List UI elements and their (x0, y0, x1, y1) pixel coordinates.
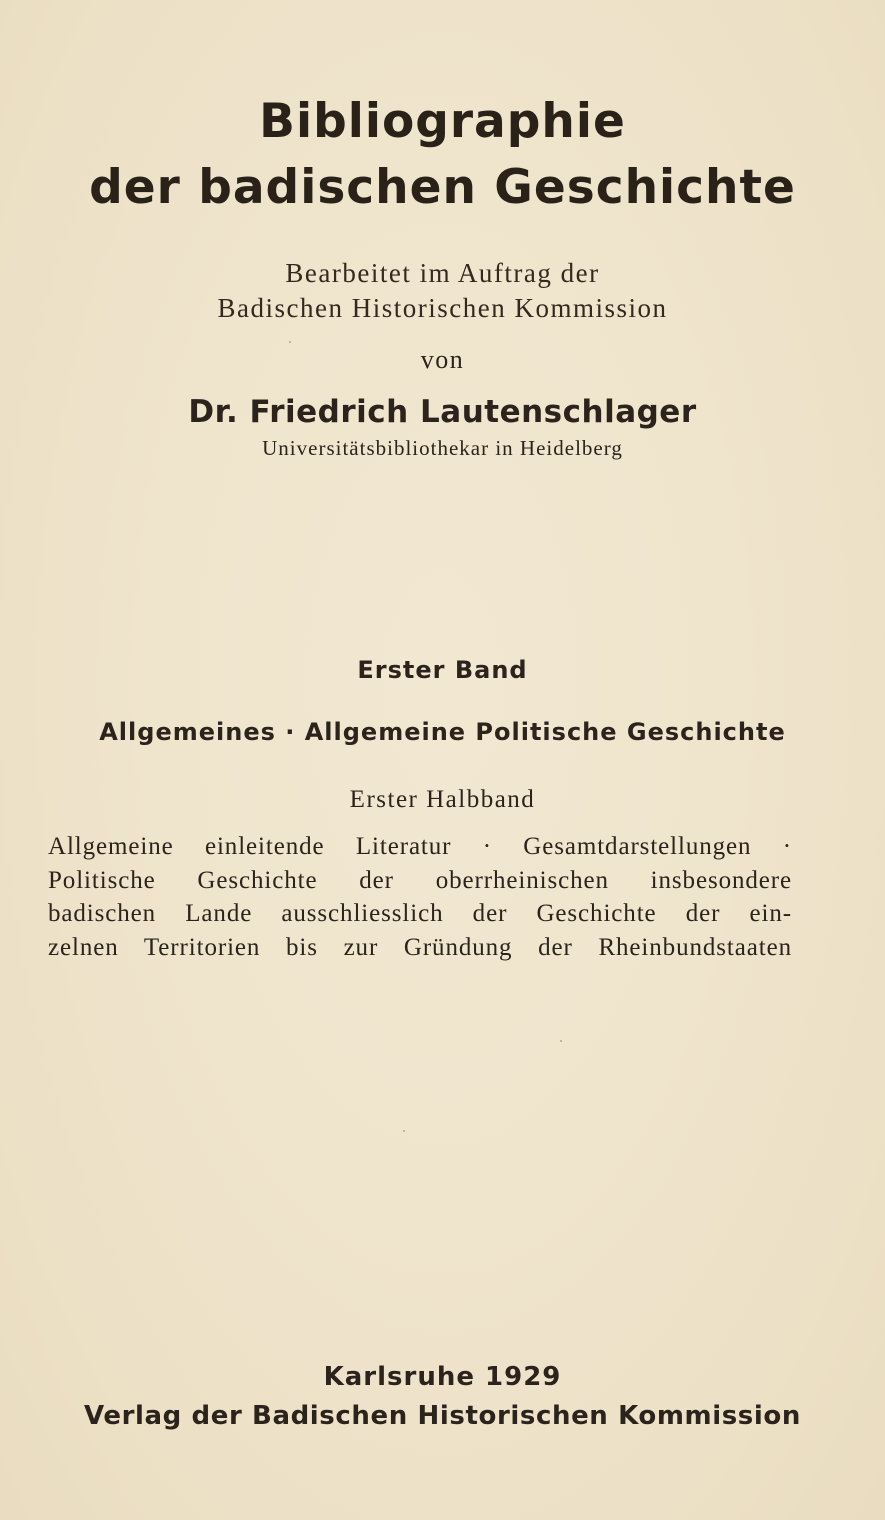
volume-description-line: zelnen Territorien bis zur Gründung der Rheinbundstaaten (48, 933, 792, 961)
subtitle-line-2: Badischen Historischen Kommission (217, 293, 668, 323)
subtitle-line-1: Bearbeitet im Auftrag der (285, 258, 600, 288)
volume-description-line: Allgemeine einleitende Literatur · Gesamtdarstellungen · (48, 833, 792, 860)
book-title-line-1: Bibliographie (259, 94, 626, 149)
volume-band: Erster Band (357, 656, 528, 684)
imprint-place-year: Karlsruhe 1929 (323, 1362, 562, 1392)
volume-description-line: Politische Geschichte der oberrheinischen insbesondere (48, 866, 792, 894)
volume-description (48, 830, 792, 964)
author-name: Dr. Friedrich Lautenschlager (188, 394, 697, 430)
paper-speck (560, 1040, 562, 1042)
volume-description-line: badischen Lande ausschliesslich der Geschichte der ein- (48, 900, 792, 927)
by-label: von (420, 345, 465, 374)
imprint-publisher: Verlag der Badischen Historischen Kommission (84, 1401, 801, 1431)
author-position: Universitätsbibliothekar in Heidelberg (262, 436, 623, 460)
volume-contents: Allgemeines · Allgemeine Politische Geschichte (99, 718, 786, 746)
book-title-line-2: der badischen Geschichte (89, 160, 796, 215)
paper-speck (403, 1130, 405, 1132)
paper-speck (289, 341, 291, 343)
volume-halbband: Erster Halbband (349, 786, 536, 813)
